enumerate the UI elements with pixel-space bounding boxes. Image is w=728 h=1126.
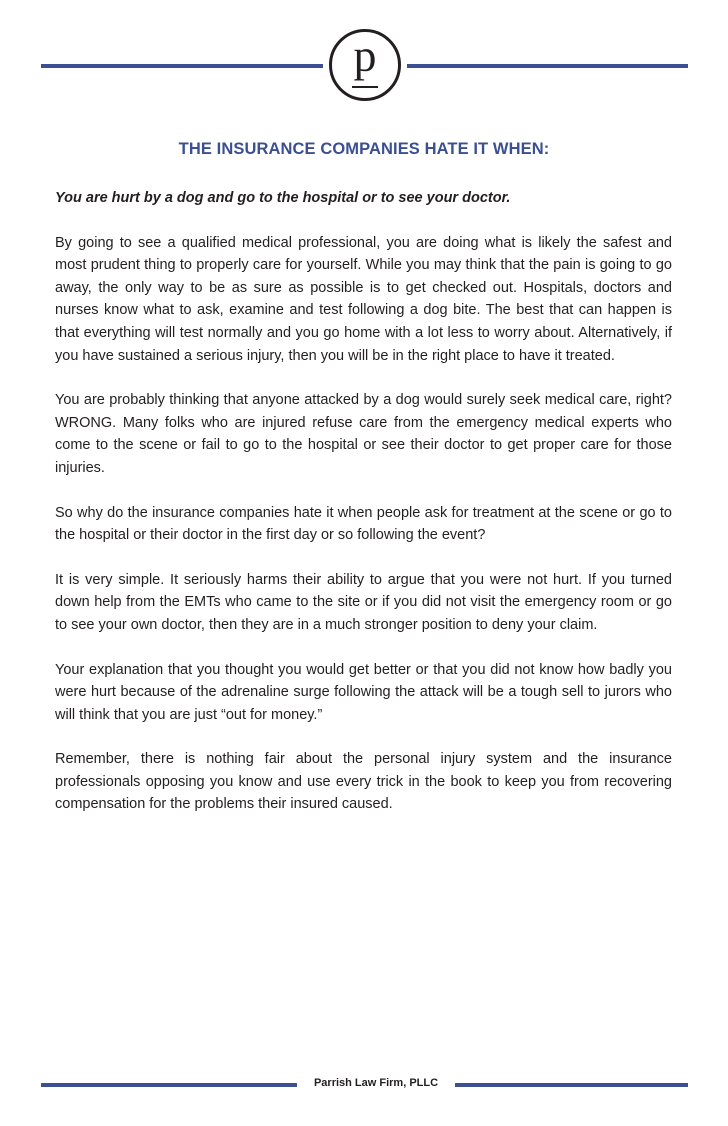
logo-underline <box>352 86 378 88</box>
paragraph-simple-answer: It is very simple. It seriously harms their ability to argue that you were not hurt. If you turned down help from the EMTs who came to the site or if you did not visit the emergency room or go to see your own doctor, then they are in a much stronger position to deny your claim. <box>55 571 672 633</box>
header-rule-right <box>407 64 688 68</box>
paragraph-medical-care: By going to see a qualified medical professional, you are doing what is likely the safest and most prudent thing to properly care for yourself. While you may think that the pain is going to go away, the only way to be as sure as possible is to get checked out. Hospitals, doctors and nurses know what to ask, examine and test following a dog bite. The best that can happen is that everything will test normally and you go home with a lot less to worry about. Alternatively, if you have sustained a serious injury, then you will be in the right place to have it treated. <box>55 234 672 364</box>
article-body <box>55 187 672 838</box>
paragraph-refuse-care: You are probably thinking that anyone attacked by a dog would surely seek medical care, right? WRONG. Many folks who are injured refuse care from the emergency medical experts who come to the scene or fail to go to the hospital or see their doctor to get proper care for those injuries. <box>55 392 672 476</box>
logo-letter: p <box>353 30 377 81</box>
footer-firm-name: Parrish Law Firm, PLLC <box>313 1077 439 1089</box>
header-rule-left <box>41 64 323 68</box>
lead-sentence: You are hurt by a dog and go to the hospital or to see your doctor. <box>55 190 511 206</box>
firm-logo <box>329 29 401 101</box>
paragraph-explanation: Your explanation that you thought you would get better or that you did not know how badly you were hurt because of the adrenaline surge following the attack will be a tough sell to jurors who will think that you are just “out for money.” <box>55 661 672 723</box>
paragraph-remember: Remember, there is nothing fair about the personal injury system and the insurance professionals opposing you know and use every trick in the book to keep you from recovering compensation for the problems their insured caused. <box>55 751 672 813</box>
footer-rule-right <box>455 1083 688 1087</box>
footer-rule-left <box>41 1083 297 1087</box>
page-heading: THE INSURANCE COMPANIES HATE IT WHEN: <box>178 140 550 158</box>
paragraph-why-question: So why do the insurance companies hate it when people ask for treatment at the scene or go to the hospital or their doctor in the first day or so following the event? <box>55 504 672 544</box>
